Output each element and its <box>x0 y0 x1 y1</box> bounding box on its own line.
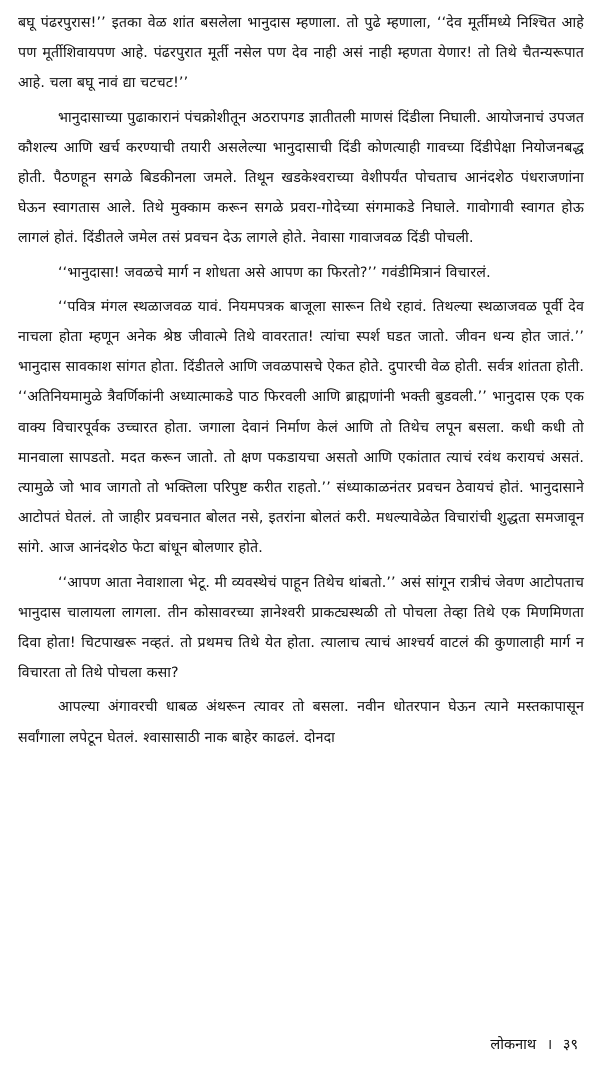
paragraph-6: आपल्या अंगावरची धाबळ अंथरून त्यावर तो बसला. नवीन धोतरपान घेऊन त्याने मस्तकापासून सर्वांगाला लपेटून घेतलं. श्वासासाठी नाक बाहेर काढलं. दोनदा <box>18 699 584 746</box>
paragraph-5: ‘‘आपण आता नेवाशाला भेटू. मी व्यवस्थेचं पाहून तिथेच थांबतो.’’ असं सांगून रात्रीचं जेवण आटोपताच भानुदास चालायला लागला. तीन कोसावरच्या ज्ञानेश्वरी प्राकट्यस्थळी तो पोचला तेव्हा तिथे एक मिणमिणता दिवा होता! चिटपाखरू नव्हतं. तो प्रथमच तिथे येत होता. त्यालाच त्याचं आश्चर्य वाटलं की कुणालाही मार्ग न विचारता तो तिथे पोचला कसा? <box>18 574 584 682</box>
paragraph-4: ‘‘पवित्र मंगल स्थळाजवळ यावं. नियमपत्रक बाजूला सारून तिथे रहावं. तिथल्या स्थळाजवळ पूर्वी देव नाचला होता म्हणून अनेक श्रेष्ठ जीवात्मे तिथे वावरतात! त्यांचा स्पर्श घडत जातो. जीवन धन्य होत जातं.’’ भानुदास सावकाश सांगत होता. दिंडीतले आणि जवळपासचे ऐकत होते. दुपारची वेळ होती. सर्वत्र शांतता होती. ‘‘अतिनियमामुळे त्रैवर्णिकांनी अध्यात्माकडे पाठ फिरवली आणि ब्राह्मणांनी भक्ती बुडवली.’’ भानुदास एक एक वाक्य विचारपूर्वक उच्चारत होता. जगाला देवानं निर्माण केलं आणि तो तिथेच लपून बसला. कधी कधी तो मानवाला सापडतो. मदत करून जातो. तो क्षण पकडायचा असतो आणि एकांतात त्याचं रवंथ करायचं असतं. त्यामुळे जो भाव जागतो तो भक्तिला परिपुष्ट करीत राहतो.’’ संध्याकाळनंतर प्रवचन ठेवायचं होतं. भानुदासाने आटोपतं घेतलं. तो जाहीर प्रवचनात बोलत नसे, इतरांना बोलतं करी. मधल्यावेळेत विचारांची शुद्धता समजावून सांगे. आज आनंदशेठ फेटा बांधून बोलणार होते. <box>18 298 584 557</box>
paragraph-3: ‘‘भानुदासा! जवळचे मार्ग न शोधता असे आपण का फिरतो?’’ गवंडीमित्रानं विचारलं. <box>58 264 491 281</box>
page-number: ३९ <box>562 1037 578 1053</box>
book-title: लोकनाथ <box>490 1037 537 1053</box>
paragraph-2: भानुदासाच्या पुढाकारानं पंचक्रोशीतून अठरापगड ज्ञातीतली माणसं दिंडीला निघाली. आयोजनाचं उपजत कौशल्य आणि खर्च करण्याची तयारी असलेल्या भानुदासाची दिंडी कोणत्याही गावच्या दिंडीपेक्षा नियोजनबद्ध होती. पैठणहून सगळे बिडकीनला जमले. तिथून खडकेश्वराच्या वेशीपर्यंत पोचताच आनंदशेठ पंधराजणांना घेऊन स्वागतास आले. तिथे मुक्काम करून सगळे प्रवरा-गोदेच्या संगमाकडे निघाले. गावोगावी स्वागत होऊ लागलं होतं. दिंडीतले जमेल तसं प्रवचन देऊ लागले होते. नेवासा गावाजवळ दिंडी पोचली. <box>18 109 584 247</box>
page-footer <box>490 1034 578 1054</box>
footer-separator: । <box>546 1037 553 1053</box>
page-body <box>18 8 584 757</box>
paragraph-1: बघू पंढरपुरास!’’ इतका वेळ शांत बसलेला भानुदास म्हणाला. तो पुढे म्हणाला, ‘‘देव मूर्तीमध्ये निश्चित आहे पण मूर्तीशिवायपण आहे. पंढरपुरात मूर्ती नसेल पण देव नाही असं नाही म्हणता येणार! तो तिथे चैतन्यरूपात आहे. चला बघू नावं द्या चटचट!’’ <box>18 15 584 92</box>
